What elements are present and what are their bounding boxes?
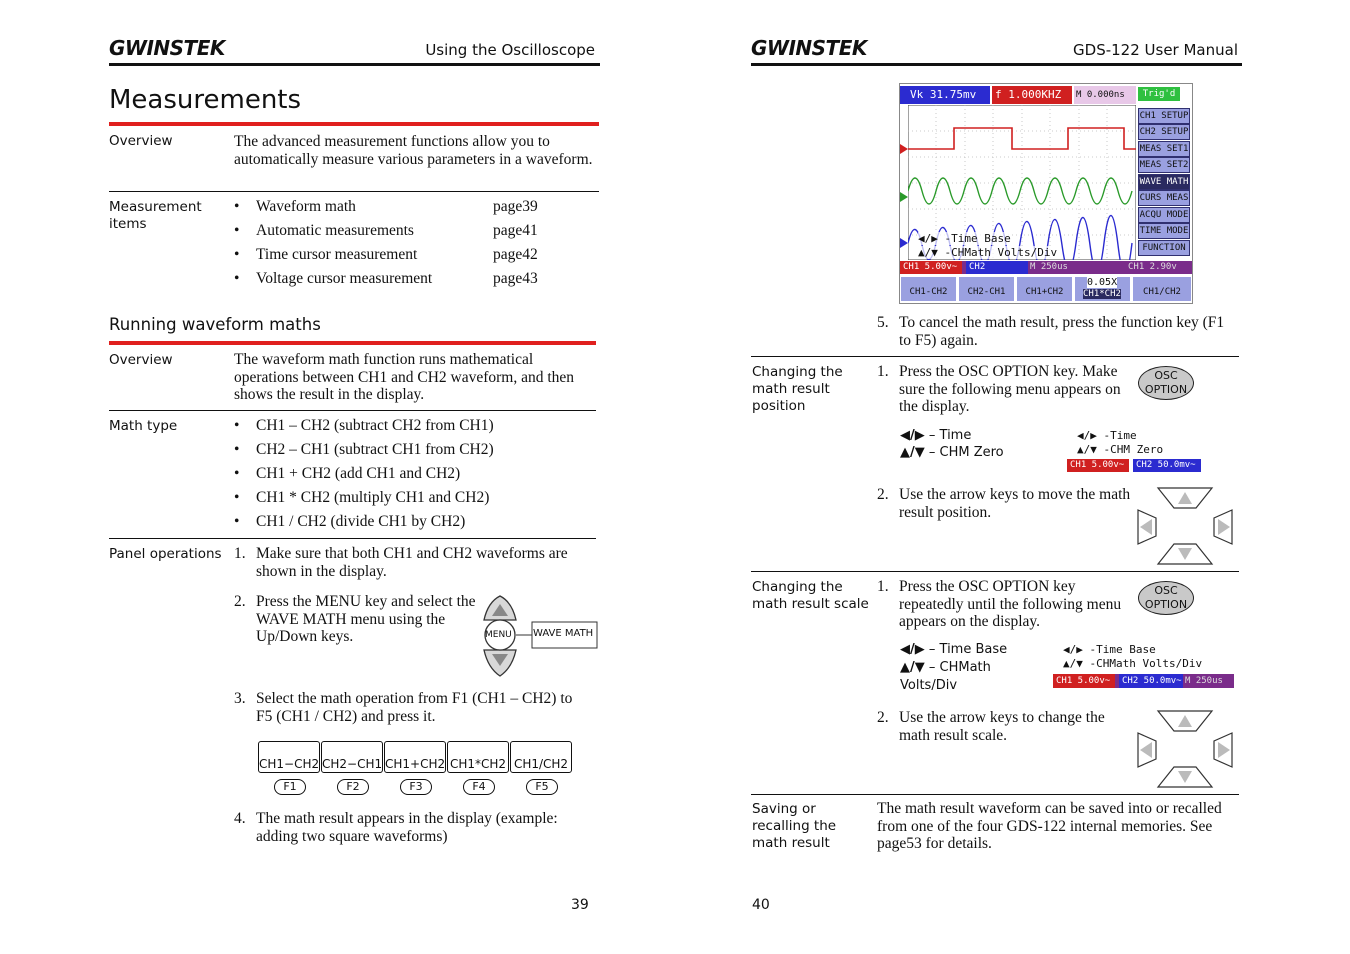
arrow-keypad[interactable] (1136, 709, 1234, 789)
step-4-text: The math result appears in the display (example: adding two square waveforms) (256, 810, 558, 845)
f1-key[interactable]: F1 (274, 779, 306, 795)
scale-mini-display (1053, 643, 1234, 690)
header-rule (751, 63, 1242, 66)
menu-key-label[interactable]: MENU (485, 630, 512, 640)
scope-menu-item[interactable]: CURS MEAS (1138, 190, 1190, 206)
list-item-page[interactable]: page39 (493, 198, 538, 215)
oscilloscope-display (899, 83, 1193, 304)
softkey[interactable]: CH1/CH2 (1133, 277, 1191, 301)
scale-step-1: Press the OSC OPTION key repeatedly until the following menu appears on the display. (899, 578, 1122, 630)
mini-ch1-scale: CH1 5.00v~ (1067, 459, 1129, 472)
list-item-page[interactable]: page41 (493, 222, 538, 239)
up-down-arrows: ▲/▼ – CHMath (900, 660, 991, 675)
mini-status-bar (1053, 674, 1234, 688)
f5-key[interactable]: F5 (526, 779, 558, 795)
page-number: 40 (752, 897, 770, 913)
scope-menu-item[interactable]: MEAS SET2 (1138, 157, 1190, 173)
mini-hint-1: ◀/▶ -Time Base (1063, 643, 1156, 656)
math-button-ch1-times-ch2[interactable]: CH1*CH2 (447, 741, 509, 773)
overview-label: Overview (109, 133, 173, 149)
save-label: Saving or recalling the math result (752, 801, 837, 851)
page-header: Using the Oscilloscope (425, 41, 595, 59)
list-item-text: Time cursor measurement (256, 246, 418, 263)
scale-value: 0.05X (1087, 277, 1118, 288)
left-right-arrows: ◀/▶ – Time (900, 428, 972, 443)
step-3-text: Select the math operation from F1 (CH1 – CH2) to F5 (CH1 / CH2) and press it. (256, 690, 573, 725)
list-item: • (234, 441, 240, 458)
page-title: Measurements (109, 85, 302, 115)
softkey-label: CH1*CH2 (1083, 289, 1121, 299)
scope-menu-item[interactable]: FUNCTION (1138, 240, 1190, 256)
divider (751, 571, 1239, 572)
divider (751, 794, 1239, 795)
subtitle-rule (109, 341, 596, 345)
step-number: 4. (234, 810, 246, 827)
panel-ops-label: Panel operations (109, 546, 222, 562)
time-scale: M 250us (1030, 262, 1068, 272)
divider (109, 410, 596, 411)
arrow-hint-2: ▲/▼ -CHMath Volts/Div (918, 246, 1058, 259)
position-step-2: Use the arrow keys to move the math result position. (899, 486, 1131, 521)
freq-readout: f 1.000KHZ (992, 86, 1072, 104)
softkey[interactable]: CH1+CH2 (1017, 277, 1072, 301)
list-item-text: Voltage cursor measurement (256, 270, 433, 287)
save-text: The math result waveform can be saved into or recalled from one of the four GDS-122 internal memories. See page53 for details. (877, 800, 1222, 852)
step-number: 2. (234, 593, 246, 610)
list-item: • (234, 465, 240, 482)
divider (109, 191, 599, 192)
mini-ch1-scale: CH1 5.00v~ (1053, 674, 1115, 688)
position-label: Changing the math result position (752, 364, 843, 414)
list-item: • (234, 246, 240, 263)
list-item-text: Waveform math (256, 198, 356, 215)
list-item: • (234, 417, 240, 434)
list-item-text: CH2 – CH1 (subtract CH1 from CH2) (256, 441, 494, 458)
section-subtitle: Running waveform maths (109, 315, 321, 334)
ch2-scale: CH2 (966, 261, 1028, 274)
math-scale: CH1 2.90v (1128, 262, 1177, 272)
header-rule (109, 63, 600, 66)
scope-menu-item[interactable]: CH1 SETUP (1138, 108, 1190, 124)
wave-math-label: WAVE MATH (533, 628, 594, 639)
up-down-arrows: ▲/▼ – CHM Zero (900, 445, 1004, 460)
logo: GWINSTEK (751, 36, 867, 60)
list-item-text: CH1 + CH2 (add CH1 and CH2) (256, 465, 461, 482)
scope-side-menu (1138, 108, 1190, 258)
step-number: 3. (234, 690, 246, 707)
softkey-selected[interactable] (1075, 277, 1130, 301)
list-item: • (234, 513, 240, 530)
scope-menu-item[interactable]: TIME MODE (1138, 223, 1190, 239)
overview2-label: Overview (109, 352, 173, 368)
divider (751, 356, 1239, 357)
page-header: GDS-122 User Manual (1073, 41, 1238, 59)
list-item: • (234, 198, 240, 215)
scope-menu-item[interactable]: ACQU MODE (1138, 207, 1190, 223)
f4-key[interactable]: F4 (463, 779, 495, 795)
items-label: Measurement items (109, 199, 202, 232)
scope-softkeys (900, 275, 1192, 303)
vk-readout: Vk 31.75mv (900, 86, 990, 104)
overview-text: The advanced measurement functions allow you to automatically measure various parameters in a waveform. (234, 133, 593, 168)
list-item-page[interactable]: page42 (493, 246, 538, 263)
title-rule (109, 122, 599, 126)
arrow-keypad[interactable] (1136, 486, 1234, 566)
logo: GWINSTEK (109, 36, 225, 60)
position-mini-display (1067, 429, 1201, 474)
time-readout: M 0.000ns (1074, 86, 1136, 104)
list-item: • (234, 489, 240, 506)
list-item-text: CH1 * CH2 (multiply CH1 and CH2) (256, 489, 490, 506)
divider (109, 538, 596, 539)
step-number: 1. (877, 363, 889, 380)
math-button-ch2-ch1[interactable]: CH2−CH1 (321, 741, 383, 773)
math-buttons-row (258, 741, 578, 773)
arrow-hint-1: ◀/▶ -Time Base (918, 232, 1011, 245)
math-type-label: Math type (109, 418, 178, 434)
softkey[interactable]: CH1-CH2 (901, 277, 956, 301)
list-item-page[interactable]: page43 (493, 270, 538, 287)
mini-hint-1: ◀/▶ -Time (1077, 429, 1137, 442)
step-number: 2. (877, 709, 889, 726)
list-item: • (234, 270, 240, 287)
list-item-text: CH1 / CH2 (divide CH1 by CH2) (256, 513, 466, 530)
list-item-text: CH1 – CH2 (subtract CH2 from CH1) (256, 417, 494, 434)
step-number: 1. (234, 545, 246, 562)
ch1-scale: CH1 5.00v~ (900, 261, 962, 274)
scale-step-2: Use the arrow keys to change the math result scale. (899, 709, 1105, 744)
step-number: 5. (877, 314, 889, 331)
osc-option-key[interactable]: OSC OPTION (1138, 581, 1194, 615)
scope-menu-item-selected[interactable]: WAVE MATH (1138, 174, 1190, 190)
softkey[interactable]: CH2-CH1 (959, 277, 1014, 301)
mini-time-scale: M 250us (1185, 676, 1223, 686)
overview2-text: The waveform math function runs mathematical operations between CH1 and CH2 waveform, and then shows the result in the display. (234, 351, 575, 403)
mini-ch2-scale: CH2 50.0mv~ (1119, 674, 1183, 688)
scope-menu-item[interactable]: CH2 SETUP (1138, 124, 1190, 140)
step-2-text: Press the MENU key and select the WAVE MATH menu using the Up/Down keys. (256, 593, 476, 645)
f3-key[interactable]: F3 (400, 779, 432, 795)
mini-ch2-scale: CH2 50.0mv~ (1133, 459, 1201, 472)
up-down-arrows-cont: Volts/Div (900, 678, 958, 693)
f2-key[interactable]: F2 (337, 779, 369, 795)
step-number: 1. (877, 578, 889, 595)
scope-status-bar (900, 261, 1192, 274)
list-item: • (234, 222, 240, 239)
math-button-ch1-plus-ch2[interactable]: CH1+CH2 (384, 741, 446, 773)
position-step-1: Press the OSC OPTION key. Make sure the following menu appears on the display. (899, 363, 1121, 415)
trig-status: Trig'd (1138, 87, 1180, 101)
step-1-text: Make sure that both CH1 and CH2 waveforms are shown in the display. (256, 545, 568, 580)
scope-menu-item[interactable]: MEAS SET1 (1138, 141, 1190, 157)
math-button-ch1-div-ch2[interactable]: CH1/CH2 (510, 741, 572, 773)
channel-markers (900, 142, 909, 250)
osc-option-key[interactable]: OSC OPTION (1138, 366, 1194, 400)
mini-hint-2: ▲/▼ -CHMath Volts/Div (1063, 657, 1203, 670)
scale-label: Changing the math result scale (752, 579, 869, 612)
mini-hint-2: ▲/▼ -CHM Zero (1077, 443, 1164, 456)
step-5-text: To cancel the math result, press the function key (F1 to F5) again. (899, 314, 1225, 349)
step-number: 2. (877, 486, 889, 503)
math-button-ch1-ch2[interactable]: CH1−CH2 (258, 741, 320, 773)
left-right-arrows: ◀/▶ – Time Base (900, 642, 1008, 657)
list-item-text: Automatic measurements (256, 222, 414, 239)
page-number: 39 (571, 897, 589, 913)
